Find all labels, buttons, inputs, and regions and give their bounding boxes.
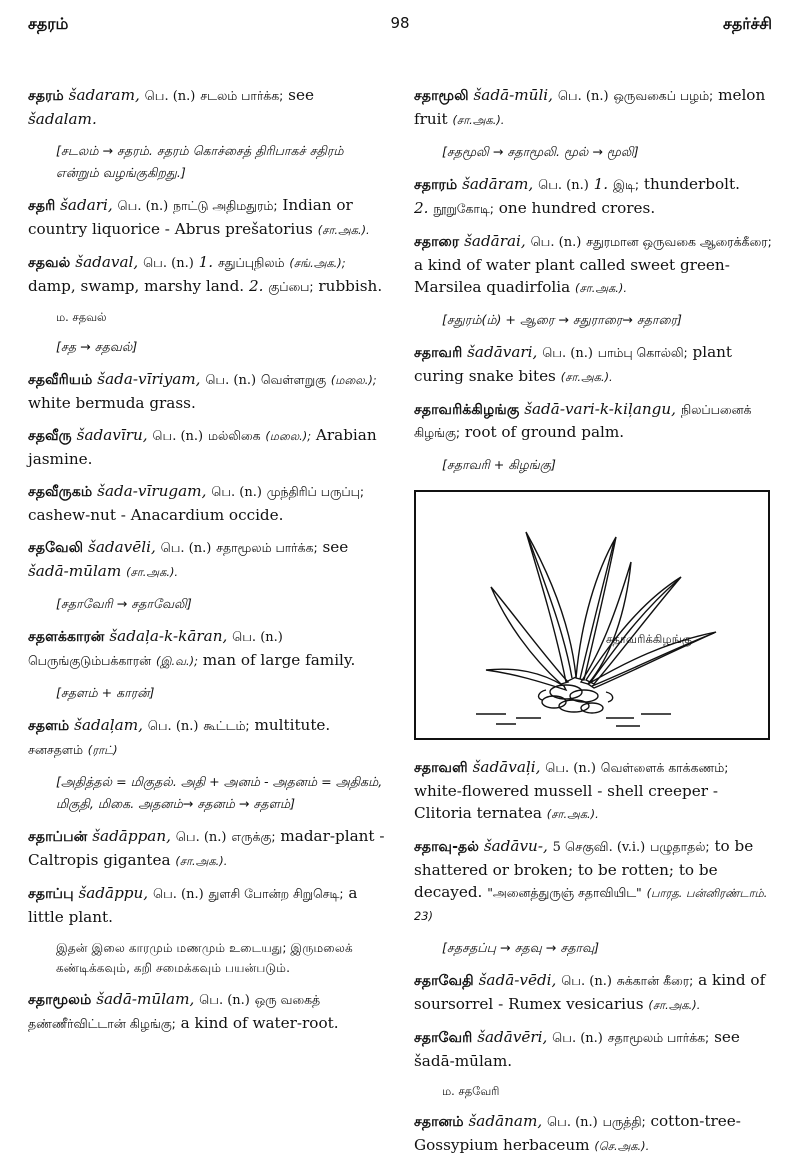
- part-of-speech: 5 செகுவி. (v.i.): [552, 840, 646, 855]
- etymology: [சதுரம்(ம்) + ஆரை → சதுராரை→ சதாரை]: [442, 312, 682, 327]
- etymology: [சதமூலி → சதாமூலி. மூல் → மூலி]: [442, 144, 639, 159]
- quotation: "அனைத்துருஞ் சதாவியிட": [487, 885, 642, 900]
- part-of-speech: பெ. (n.): [152, 429, 204, 444]
- usage-note: இதன் இலை காரமும் மணமும் உடையது; இருமலைக் கண்டிக்கவும், கறி சமைக்கவும் பயன்படும்.: [56, 941, 353, 975]
- part-of-speech: பெ. (n.): [160, 541, 212, 556]
- tamil-definition: நிலப்பனைக் கிழங்கு;: [414, 402, 752, 440]
- plant-illustration: [414, 490, 770, 740]
- etymology: [சதாவரி + கிழங்கு]: [442, 457, 556, 472]
- right-column: [414, 84, 772, 1167]
- headword: சதாவேரி: [414, 1030, 473, 1046]
- dictionary-entry: [414, 173, 772, 220]
- dictionary-entry: [28, 480, 386, 526]
- illustration-caption: சதாவரிக்கிழங்கு: [606, 632, 693, 646]
- source-citation: (மலை.);: [330, 373, 377, 387]
- sense-number: 1.: [593, 175, 609, 193]
- source-citation: (பாரத. பன்னிரண்டாம். 23): [414, 886, 768, 923]
- english-definition: cashew-nut - Anacardium occide.: [28, 506, 284, 524]
- tamil-definition: சதாமூலம் பார்க்க;: [216, 540, 318, 555]
- transliteration: šadā-vari-k-kiļangu,: [524, 400, 676, 418]
- tamil-definition: முந்திரிப் பருப்பு;: [266, 484, 365, 499]
- tamil-definition: வெள்ளைக் காக்கணம்;: [600, 760, 729, 775]
- dictionary-entry: [28, 714, 386, 761]
- headword: சதளம்: [28, 718, 70, 734]
- dictionary-entry: [28, 194, 386, 241]
- source-citation: (இ.வ.);: [155, 654, 198, 668]
- headword: சதரம்: [28, 88, 64, 104]
- headword: சதாவளி: [414, 760, 468, 776]
- part-of-speech: பெ. (n.): [205, 373, 257, 388]
- source-citation: (சங்.அக.);: [289, 256, 346, 270]
- running-head-right: சதர்ச்சி: [722, 14, 772, 33]
- cross-reference: šadā-mūlam: [28, 562, 122, 580]
- part-of-speech: பெ. (n.): [211, 485, 262, 500]
- cognate: ம. சதவல்: [56, 310, 107, 324]
- etymology: [சதசதப்பு → சதவு → சதாவு]: [442, 940, 600, 955]
- sense-number: 2.: [414, 199, 429, 217]
- dictionary-entry: [28, 825, 386, 872]
- tamil-definition: பாம்பு கொல்லி;: [597, 345, 688, 360]
- part-of-speech: பெ. (n.): [152, 887, 204, 902]
- english-definition: man of large family.: [202, 651, 356, 669]
- headword: சதவல்: [28, 255, 71, 271]
- dictionary-entry: [414, 398, 772, 444]
- english-definition: plant curing snake bites: [414, 343, 733, 385]
- tamil-definition: சதாமூலம் பார்க்க;: [607, 1030, 710, 1045]
- source-citation: (ராட்): [87, 743, 118, 757]
- tamil-definition: பழுதாதல்;: [650, 839, 710, 854]
- english-definition: Arabian jasmine.: [28, 426, 377, 468]
- page-header: [28, 14, 772, 44]
- transliteration: šadavīru,: [76, 426, 148, 444]
- source-citation: (சா.அக.).: [126, 565, 179, 579]
- tamil-definition: நாட்டு அதிமதுரம்;: [173, 198, 278, 213]
- english-definition: multitute.: [254, 716, 331, 734]
- headword: சதானம்: [414, 1114, 464, 1130]
- headword: சதாமூலம்: [28, 992, 92, 1008]
- part-of-speech: பெ. (n.): [561, 974, 612, 989]
- headword: சதவீருகம்: [28, 484, 93, 500]
- headword: சதாமூலி: [414, 88, 469, 104]
- headword: சதாரம்: [414, 177, 458, 193]
- part-of-speech: பெ. (n.): [175, 830, 227, 845]
- headword: சதவேலி: [28, 540, 84, 556]
- english-definition: thunderbolt.: [643, 175, 740, 193]
- transliteration: šadaļa-k-kāran,: [109, 627, 228, 645]
- tamil-definition: எருக்கு;: [231, 829, 276, 844]
- english-definition: white-flowered mussell - shell creeper - Clitoria ternatea: [414, 782, 718, 822]
- transliteration: šadaram,: [68, 86, 140, 104]
- dictionary-entry: [414, 835, 772, 927]
- page-number: 98: [390, 14, 410, 32]
- english-definition: see: [288, 86, 314, 104]
- tamil-definition: வெள்ளறுகு: [260, 372, 327, 387]
- plant-drawing: [416, 492, 768, 738]
- transliteration: šadaļam,: [74, 716, 143, 734]
- source-citation: (சா.அக.).: [546, 807, 599, 821]
- dictionary-entry: [28, 988, 386, 1035]
- source-citation: (சா.அக.).: [575, 281, 627, 295]
- etymology: [சடலம் → சதரம். சதரம் கொச்சைத் திரிபாகச் சதிரம் என்றும் வழங்குகிறது.]: [56, 143, 344, 180]
- english-definition: a kind of water-root.: [180, 1014, 339, 1032]
- transliteration: šadaval,: [75, 253, 139, 271]
- tamil-definition: இடி;: [612, 177, 640, 192]
- part-of-speech: பெ. (n.): [144, 89, 196, 104]
- dictionary-entry: [414, 969, 772, 1016]
- transliteration: šadavēli,: [88, 538, 156, 556]
- dictionary-entry: [28, 625, 386, 672]
- headword: சதரி: [28, 198, 56, 214]
- dictionary-entry: [28, 882, 386, 928]
- transliteration: šadāvēri,: [477, 1028, 548, 1046]
- english-definition: to be shattered or broken; to be rotten; to be decayed.: [414, 837, 754, 901]
- part-of-speech: பெ. (n.): [545, 761, 596, 776]
- transliteration: šadā-mūli,: [473, 86, 553, 104]
- headword: சதாவரிக்கிழங்கு: [414, 402, 520, 418]
- tamil-definition: பருத்தி;: [602, 1114, 646, 1129]
- part-of-speech: பெ. (n.): [232, 630, 283, 645]
- transliteration: šadāppan,: [92, 827, 171, 845]
- dictionary-entry: [28, 251, 386, 298]
- part-of-speech: பெ. (n.): [552, 1031, 603, 1046]
- tamil-definition: பெருங்குடும்பக்காரன்: [28, 653, 152, 668]
- english-definition: a kind of water plant called sweet green-Marsilea quadirfolia: [414, 256, 730, 296]
- english-definition: rubbish.: [318, 277, 383, 295]
- english-definition: root of ground palm.: [464, 423, 625, 441]
- tamil-definition: சதுரமான ஒருவகை ஆரைக்கீரை;: [586, 234, 772, 249]
- dictionary-entry: [414, 1110, 772, 1157]
- english-definition: white bermuda grass.: [28, 394, 196, 412]
- dictionary-entry: [414, 341, 772, 388]
- transliteration: šadāppu,: [78, 884, 149, 902]
- part-of-speech: பெ. (n.): [147, 719, 199, 734]
- headword: சதவீரியம்: [28, 372, 93, 388]
- transliteration: šadāvaļi,: [472, 758, 541, 776]
- dictionary-entry: [414, 1026, 772, 1072]
- dictionary-entry: [28, 424, 386, 470]
- transliteration: šada-vīriyam,: [97, 370, 201, 388]
- source-citation: (சா.அக.).: [560, 370, 613, 384]
- english-definition: cotton-tree-Gossypium herbaceum: [414, 1112, 741, 1154]
- dictionary-entry: [414, 756, 772, 825]
- english-definition: one hundred crores.: [498, 199, 656, 217]
- cross-reference: šadalam.: [28, 110, 97, 128]
- headword: சதாவு-தல்: [414, 839, 479, 855]
- source-citation: (சா.அக.).: [175, 854, 228, 868]
- sense-number: 2.: [248, 277, 264, 295]
- tamil-definition: கூட்டம்;: [203, 718, 250, 733]
- tamil-definition: நூறுகோடி;: [433, 201, 494, 216]
- part-of-speech: பெ. (n.): [199, 993, 250, 1008]
- transliteration: šadāvu-,: [483, 837, 548, 855]
- dictionary-entry: [28, 368, 386, 414]
- sense-number: 1.: [198, 253, 214, 271]
- part-of-speech: பெ. (n.): [538, 178, 589, 193]
- part-of-speech: பெ. (n.): [117, 199, 169, 214]
- english-definition: madar-plant - Caltropis gigantea: [28, 827, 385, 869]
- source-citation: (சா.அக.).: [648, 998, 701, 1012]
- headword: சதாவேதி: [414, 973, 474, 989]
- tamil-definition: சதுப்புநிலம்: [217, 255, 285, 270]
- english-definition: a little plant.: [28, 884, 358, 926]
- transliteration: šadā-vēdi,: [478, 971, 557, 989]
- transliteration: šadāram,: [462, 175, 534, 193]
- left-column: [28, 84, 386, 1045]
- english-definition: damp, swamp, marshy land.: [28, 277, 245, 295]
- running-head-left: சதரம்: [28, 14, 69, 33]
- tamil-definition: சுக்கான் கீரை;: [616, 973, 694, 988]
- transliteration: šadāvari,: [467, 343, 538, 361]
- english-definition: see šadā-mūlam.: [414, 1028, 740, 1070]
- tamil-definition: சடலம் பார்க்க;: [200, 88, 284, 103]
- source-citation: (சா.அக.).: [452, 113, 505, 127]
- tamil-definition: துளசி போன்ற சிறுசெடி;: [208, 886, 344, 901]
- english-definition: Indian or country liquorice - Abrus prešatorius: [28, 196, 353, 238]
- english-definition: a kind of soursorrel - Rumex vesicarius: [414, 971, 766, 1013]
- source-citation: (செ.அக.).: [594, 1139, 650, 1153]
- dictionary-entry: [414, 84, 772, 131]
- etymology: [சதளம் + காரன்]: [56, 685, 155, 700]
- transliteration: šada-vīrugam,: [97, 482, 207, 500]
- english-definition: melon fruit: [414, 86, 766, 128]
- part-of-speech: பெ. (n.): [547, 1115, 598, 1130]
- transliteration: šadā-mūlam,: [96, 990, 195, 1008]
- transliteration: šadari,: [60, 196, 113, 214]
- source-citation: (மலை.);: [265, 429, 312, 443]
- cognate: ம. சதவேரி: [442, 1084, 500, 1098]
- transliteration: šadārai,: [464, 232, 526, 250]
- headword: சதாப்பு: [28, 886, 74, 902]
- tamil-definition: ஒருவகைப் பழம்;: [613, 88, 714, 103]
- tamil-definition: மல்லிகை: [207, 428, 261, 443]
- dictionary-entry: [414, 230, 772, 299]
- part-of-speech: பெ. (n.): [530, 235, 582, 250]
- part-of-speech: பெ. (n.): [557, 89, 609, 104]
- headword: சதவீரு: [28, 428, 72, 444]
- headword: சதாப்பன்: [28, 829, 88, 845]
- dictionary-entry: [28, 536, 386, 583]
- transliteration: šadānam,: [468, 1112, 543, 1130]
- etymology: [சதாவேரி → சதாவேலி]: [56, 596, 192, 611]
- usage-example: சனசதளம்: [28, 742, 83, 757]
- tamil-definition: குப்பை;: [268, 279, 314, 294]
- english-definition: see: [322, 538, 349, 556]
- headword: சதாரை: [414, 234, 460, 250]
- dictionary-entry: [28, 84, 386, 130]
- source-citation: (சா.அக.).: [317, 223, 370, 237]
- part-of-speech: பெ. (n.): [542, 346, 593, 361]
- tamil-definition: ஒரு வகைத் தண்ணீர்விட்டான் கிழங்கு;: [28, 992, 321, 1031]
- part-of-speech: பெ. (n.): [143, 256, 194, 271]
- headword: சதளக்காரன்: [28, 629, 105, 645]
- headword: சதாவரி: [414, 345, 463, 361]
- etymology: [அதித்தல் = மிகுதல். அதி + அனம் - அதனம் = அதிகம், மிகுதி, மிகை. அதனம்→ சதனம் → சதளம்]: [56, 774, 383, 811]
- etymology: [சத → சதவல்]: [56, 339, 138, 354]
